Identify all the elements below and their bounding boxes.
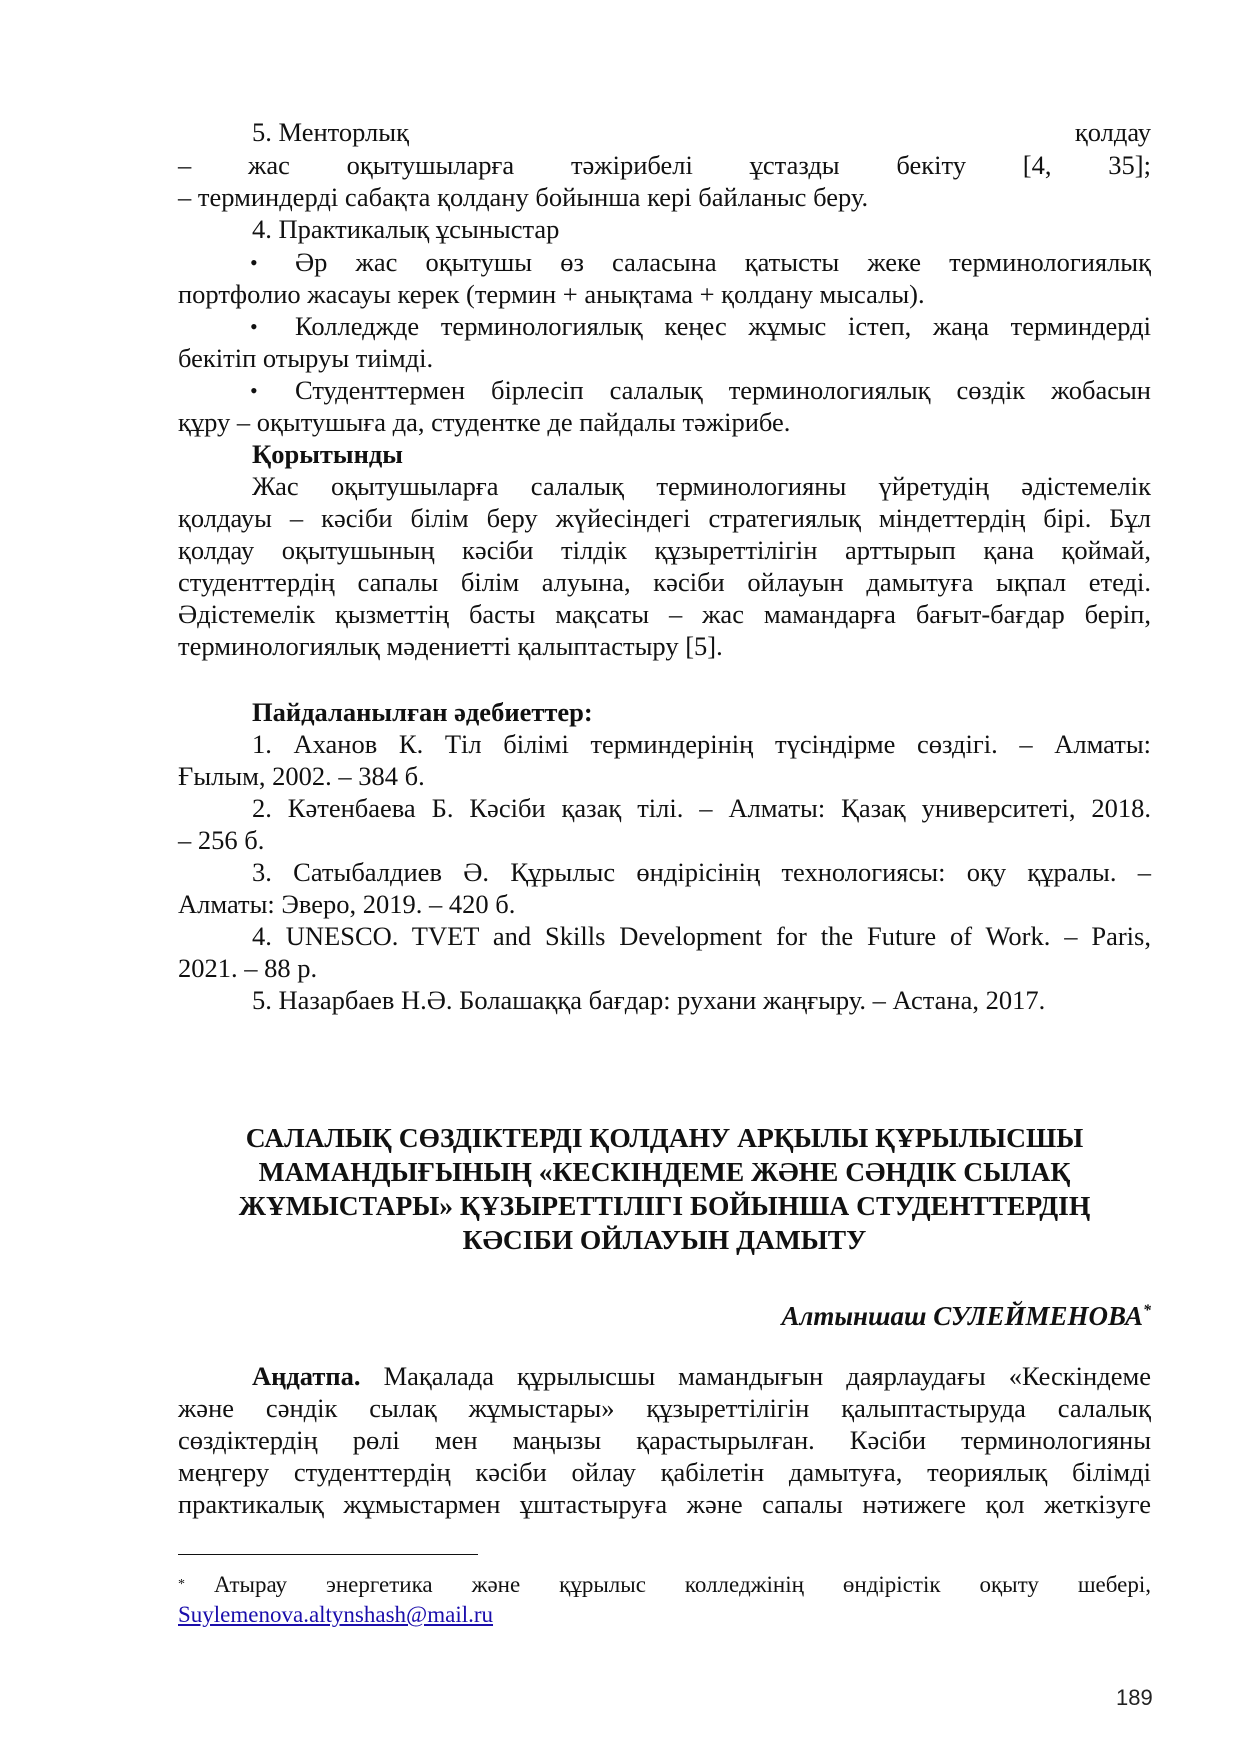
abstract-label: Аңдатпа.	[252, 1361, 361, 1391]
conclusion-line: қолдауы – кәсіби білім беру жүйесіндегі стратегиялық міндеттердің бірі. Бұл	[178, 503, 1151, 533]
conclusion-heading: Қорытынды	[252, 439, 403, 469]
author-name	[781, 1294, 1151, 1333]
practical-heading: 4. Практикалық ұсыныстар	[252, 214, 560, 244]
bullet-icon: •	[250, 250, 258, 275]
abstract-text: Мақалада құрылысшы мамандығын даярлаудағы «Кескіндеме	[383, 1361, 1152, 1391]
reference-item-cont: Алматы: Эверо, 2019. – 420 б.	[178, 889, 516, 919]
reference-item: 5. Назарбаев Н.Ә. Болашаққа бағдар: рухани жаңғыру. – Астана, 2017.	[252, 985, 1046, 1015]
reference-item-cont: Ғылым, 2002. – 384 б.	[178, 761, 425, 791]
article-title-line: КӘСІБИ ОЙЛАУЫН ДАМЫТУ	[462, 1224, 867, 1255]
bullet-1-line-1: Әр жас оқытушы өз саласына қатысты жеке терминологиялық	[295, 247, 1151, 277]
bullet-3-line-1: Студенттермен бірлесіп салалық терминологиялық сөздік жобасын	[295, 375, 1151, 405]
abstract-line: практикалық жұмыстармен ұштастыруға және сапалы нәтижеге қол жеткізуге	[178, 1489, 1151, 1519]
bullet-2-line-1: Колледжде терминологиялық кеңес жұмыс істеп, жаңа терминдерді	[295, 311, 1151, 341]
abstract-line-1	[252, 1360, 1151, 1393]
bullet-icon: •	[250, 314, 258, 339]
mentor-label: 5. Менторлық	[252, 117, 409, 147]
footnote-divider	[178, 1554, 478, 1555]
mentor-word: қолдау	[1074, 117, 1151, 147]
article-title-line: МАМАНДЫҒЫНЫҢ «КЕСКІНДЕМЕ ЖӘНЕ СӘНДІК СЫЛАҚ	[258, 1156, 1071, 1187]
mentor-line-3: – терминдерді сабақта қолдану бойынша кері байланыс беру.	[178, 182, 869, 212]
reference-item: 1. Аханов К. Тіл білімі терминдерінің түсіндірме сөздігі. – Алматы:	[252, 729, 1151, 759]
footnote-mark: *	[178, 1577, 185, 1592]
reference-item-cont: 2021. – 88 p.	[178, 953, 318, 983]
reference-item: 2. Кәтенбаева Б. Кәсіби қазақ тілі. – Алматы: Қазақ университеті, 2018.	[252, 793, 1151, 823]
conclusion-line: қолдау оқытушының кәсіби тілдік құзыреттілігін арттырып қана қоймай,	[178, 535, 1151, 565]
article-title-line: САЛАЛЫҚ СӨЗДІКТЕРДІ ҚОЛДАНУ АРҚЫЛЫ ҚҰРЫЛЫСШЫ	[245, 1122, 1084, 1153]
reference-item-cont: – 256 б.	[178, 825, 265, 855]
conclusion-line: Әдістемелік қызметтің басты мақсаты – жас мамандарға бағыт-бағдар беріп,	[178, 599, 1151, 629]
abstract-line: сөздіктердің рөлі мен маңызы қарастырылған. Кәсіби терминологияны	[178, 1425, 1151, 1455]
abstract-line: және сәндік сылақ жұмыстары» құзыреттілігін қалыптастыруда салалық	[178, 1393, 1151, 1423]
reference-item: 3. Сатыбалдиев Ә. Құрылыс өндірісінің технологиясы: оқу құралы. –	[252, 857, 1151, 887]
bullet-1-line-2: портфолио жасауы керек (термин + анықтама + қолдану мысалы).	[178, 279, 925, 309]
mentor-line-1	[252, 116, 1151, 149]
author-text: Алтыншаш СУЛЕЙМЕНОВА	[781, 1301, 1143, 1331]
bullet-2-line-2: бекітіп отыруы тиімді.	[178, 343, 434, 373]
author-footnote-mark: *	[1143, 1302, 1151, 1319]
reference-item: 4. UNESCO. TVET and Skills Development for the Future of Work. – Paris,	[252, 921, 1151, 951]
bullet-icon: •	[250, 378, 258, 403]
article-title-line: ЖҰМЫСТАРЫ» ҚҰЗЫРЕТТІЛІГІ БОЙЫНША СТУДЕНТТЕРДІҢ	[238, 1190, 1091, 1221]
footnote-line-2	[178, 1600, 1151, 1630]
abstract-line: меңгеру студенттердің кәсіби ойлау қабілетін дамытуға, теориялық білімді	[178, 1457, 1151, 1487]
author-email-link[interactable]: Suylemenova.altynshash@mail.ru	[178, 1602, 494, 1627]
footnote-text: Атырау энергетика және құрылыс колледжінің өндірістік оқыту шебері,	[214, 1572, 1151, 1597]
conclusion-line: Жас оқытушыларға салалық терминологияны үйретудің әдістемелік	[252, 471, 1151, 501]
conclusion-line: студенттердің сапалы білім алуына, кәсіби ойлауын дамытуға ықпал етеді.	[178, 567, 1151, 597]
bullet-3-line-2: құру – оқытушыға да, студентке де пайдалы тәжірибе.	[178, 407, 791, 437]
conclusion-line: терминологиялық мәдениетті қалыптастыру [5].	[178, 631, 723, 661]
mentor-line-2: – жас оқытушыларға тәжірибелі ұстазды бекіту [4, 35];	[178, 150, 1151, 180]
references-heading: Пайдаланылған әдебиеттер:	[252, 697, 593, 727]
page-number: 189	[1116, 1685, 1153, 1710]
